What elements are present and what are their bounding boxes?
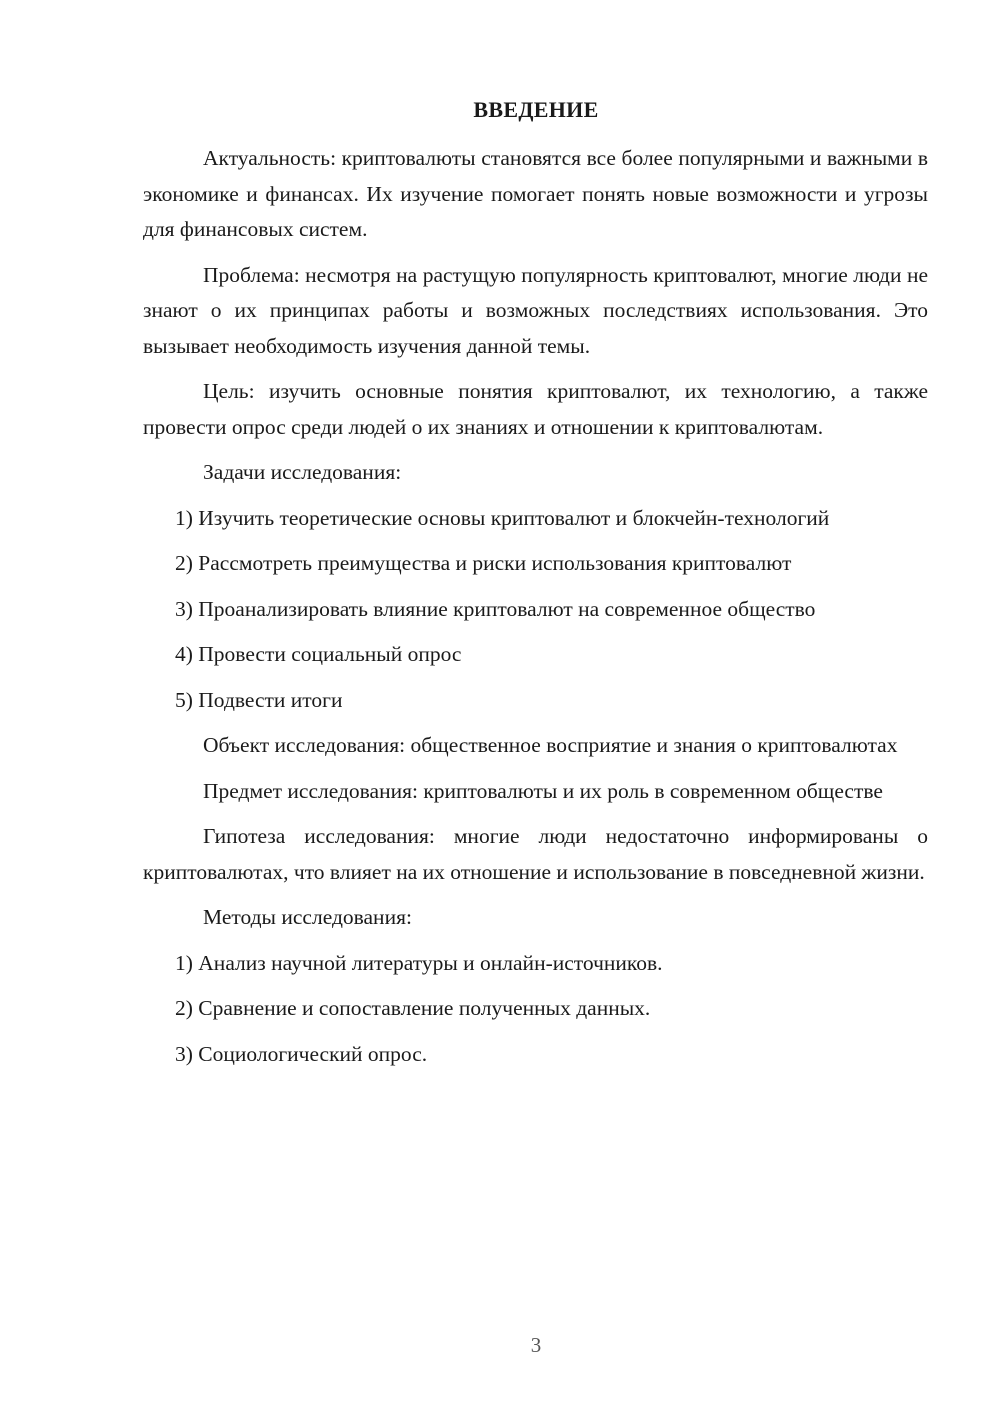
task-item-1: 1) Изучить теоретические основы криптовалют и блокчейн-технологий bbox=[175, 505, 830, 530]
page-number: 3 bbox=[530, 1333, 542, 1357]
document-body bbox=[143, 141, 928, 1082]
problem-paragraph: Проблема: несмотря на растущую популярность криптовалют, многие люди не знают о их принципах работы и возможных последствиях использования. Это вызывает необходимость изучения данной темы. bbox=[143, 262, 928, 358]
hypothesis-paragraph: Гипотеза исследования: многие люди недостаточно информированы о криптовалютах, что влияет на их отношение и использование в повседневной жизни. bbox=[143, 824, 928, 884]
task-item-5: 5) Подвести итоги bbox=[175, 687, 343, 712]
subject-paragraph: Предмет исследования: криптовалюты и их роль в современном обществе bbox=[203, 778, 883, 803]
task-item-4: 4) Провести социальный опрос bbox=[175, 642, 462, 666]
task-item-3: 3) Проанализировать влияние криптовалют на современное общество bbox=[175, 596, 816, 621]
methods-heading: Методы исследования: bbox=[203, 905, 412, 929]
tasks-heading: Задачи исследования: bbox=[203, 460, 402, 484]
relevance-paragraph: Актуальность: криптовалюты становятся все более популярными и важными в экономике и финансах. Их изучение помогает понять новые возможности и угрозы для финансовых систем. bbox=[143, 146, 928, 241]
goal-paragraph: Цель: изучить основные понятия криптовалют, их технологию, а также провести опрос среди людей о их знаниях и отношении к криптовалютам. bbox=[143, 379, 928, 439]
task-item-2: 2) Рассмотреть преимущества и риски использования криптовалют bbox=[175, 551, 792, 575]
object-paragraph: Объект исследования: общественное восприятие и знания о криптовалютах bbox=[203, 733, 898, 757]
method-item-2: 2) Сравнение и сопоставление полученных данных. bbox=[175, 996, 651, 1020]
method-item-1: 1) Анализ научной литературы и онлайн-источников. bbox=[175, 950, 663, 975]
page-title: ВВЕДЕНИЕ bbox=[473, 97, 599, 122]
method-item-3: 3) Социологический опрос. bbox=[175, 1041, 428, 1066]
